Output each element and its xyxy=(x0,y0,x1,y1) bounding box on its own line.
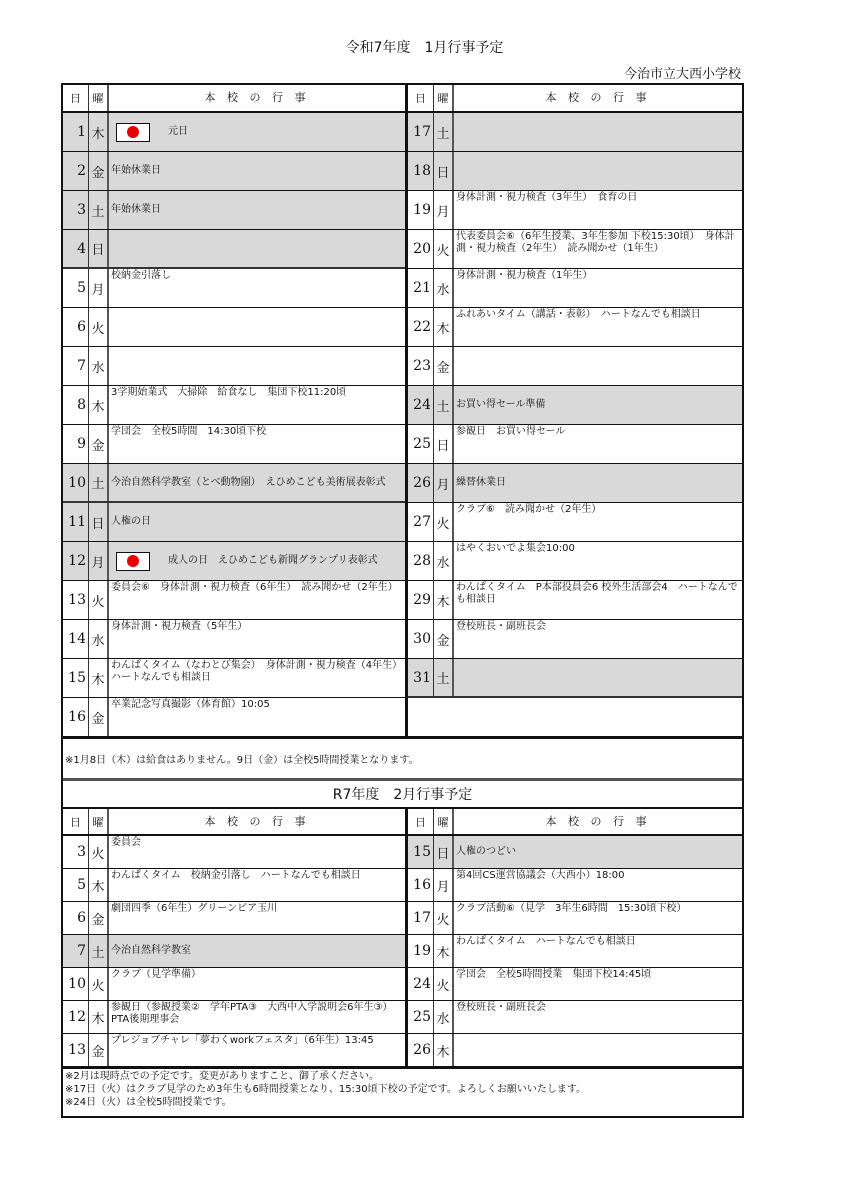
event-text: わんぱくタイム 校納金引落し ハートなんでも相談日 xyxy=(111,870,361,881)
table-row xyxy=(408,503,742,542)
event-cell xyxy=(454,935,742,967)
day-number: 24 xyxy=(408,968,434,1000)
day-number: 21 xyxy=(408,269,434,307)
day-of-week: 木 xyxy=(89,1001,109,1033)
event-cell xyxy=(109,836,405,868)
table-header xyxy=(408,809,742,836)
day-number: 28 xyxy=(408,542,434,580)
day-of-week: 日 xyxy=(434,836,454,868)
event-text: 参観日（参観授業② 学年PTA③ 大西中入学説明会6年生③） PTA後期理事会 xyxy=(111,1002,398,1025)
table-row xyxy=(408,308,742,347)
day-number: 14 xyxy=(63,620,89,658)
table-row xyxy=(63,869,405,902)
day-of-week: 月 xyxy=(89,542,109,580)
day-number: 5 xyxy=(63,269,89,307)
event-cell xyxy=(109,902,405,934)
day-of-week: 日 xyxy=(434,152,454,190)
february-table xyxy=(63,809,742,1067)
table-row xyxy=(408,230,742,269)
page-title: 令和7年度 1月行事予定 xyxy=(345,40,504,56)
header-event: 本 校 の 行 事 xyxy=(545,91,651,104)
day-of-week: 木 xyxy=(89,386,109,424)
january-note: ※1月8日（木）は給食はありません。9日（金）は全校5時間授業となります。 xyxy=(63,737,742,781)
day-of-week: 金 xyxy=(434,620,454,658)
japan-flag-icon xyxy=(116,123,150,142)
day-number: 19 xyxy=(408,191,434,229)
day-of-week: 金 xyxy=(89,902,109,934)
february-note: ※24日（火）は全校5時間授業です。 xyxy=(65,1097,232,1108)
event-text: 委員会⑥ 身体計測・視力検査（6年生） 読み聞かせ（2年生） xyxy=(111,582,398,593)
day-of-week: 金 xyxy=(89,152,109,190)
day-of-week: 火 xyxy=(89,968,109,1000)
day-number: 16 xyxy=(63,698,89,736)
event-text: 3学期始業式 大掃除 給食なし 集団下校11:20頃 xyxy=(111,387,347,398)
event-text: 身体計測・視力検査（1年生） xyxy=(456,270,593,281)
day-of-week: 土 xyxy=(434,113,454,151)
day-number: 6 xyxy=(63,902,89,934)
table-row xyxy=(408,386,742,425)
day-of-week: 月 xyxy=(89,269,109,307)
day-of-week: 金 xyxy=(434,347,454,385)
day-number: 12 xyxy=(63,1001,89,1033)
event-cell xyxy=(109,869,405,901)
table-row xyxy=(408,836,742,869)
table-row xyxy=(408,113,742,152)
table-row xyxy=(63,152,405,191)
day-number: 20 xyxy=(408,230,434,268)
table-row xyxy=(408,581,742,620)
table-row xyxy=(408,620,742,659)
day-number: 13 xyxy=(63,581,89,619)
day-number: 15 xyxy=(63,659,89,697)
school-name: 今治市立大西小学校 xyxy=(623,67,741,82)
event-text: 第4回CS運営協議会（大西小）18:00 xyxy=(456,870,625,881)
february-note: ※17日（火）はクラブ見学のため3年生も6時間授業となり、15:30頃下校の予定です。よろしくお願いいたします。 xyxy=(65,1084,587,1095)
table-row xyxy=(408,464,742,503)
event-cell xyxy=(454,620,742,658)
table-header xyxy=(63,809,405,836)
day-number: 19 xyxy=(408,935,434,967)
day-number: 25 xyxy=(408,425,434,463)
table-row xyxy=(63,269,405,308)
event-text: 卒業記念写真撮影（体育館）10:05 xyxy=(111,699,270,710)
day-number: 16 xyxy=(408,869,434,901)
event-text: プレジョブチャレ「夢わくworkフェスタ」（6年生）13:45 xyxy=(111,1035,374,1046)
table-row xyxy=(63,113,405,152)
table-row xyxy=(63,836,405,869)
event-cell xyxy=(109,698,405,736)
event-cell xyxy=(109,152,405,190)
day-of-week: 土 xyxy=(89,935,109,967)
event-cell xyxy=(454,836,742,868)
day-number: 17 xyxy=(408,113,434,151)
event-cell xyxy=(109,935,405,967)
event-text: 身体計測・視力検査（5年生） xyxy=(111,621,248,632)
day-of-week: 火 xyxy=(434,503,454,541)
event-cell xyxy=(454,425,742,463)
table-row xyxy=(408,152,742,191)
table-row xyxy=(63,230,405,269)
event-text: 学団会 全校5時間授業 集団下校14:45頃 xyxy=(456,969,652,980)
day-number: 12 xyxy=(63,542,89,580)
day-of-week: 土 xyxy=(434,659,454,696)
day-of-week: 土 xyxy=(434,386,454,424)
table-row xyxy=(63,1034,405,1067)
day-of-week: 木 xyxy=(434,1034,454,1066)
day-of-week: 日 xyxy=(89,503,109,541)
table-row xyxy=(63,425,405,464)
day-number: 23 xyxy=(408,347,434,385)
day-number: 26 xyxy=(408,464,434,502)
event-cell xyxy=(109,425,405,463)
event-cell xyxy=(454,230,742,268)
table-row xyxy=(408,425,742,464)
day-of-week: 木 xyxy=(434,581,454,619)
day-number: 11 xyxy=(63,503,89,541)
day-of-week: 水 xyxy=(434,1001,454,1033)
event-text: 元日 xyxy=(168,126,188,137)
day-of-week: 火 xyxy=(434,968,454,1000)
event-cell xyxy=(109,968,405,1000)
day-of-week: 金 xyxy=(89,425,109,463)
event-cell xyxy=(109,1034,405,1066)
event-text: ふれあいタイム（講話・表彰） ハートなんでも相談日 xyxy=(456,309,701,320)
header-dow: 曜 xyxy=(89,809,109,834)
event-cell xyxy=(454,503,742,541)
day-of-week: 火 xyxy=(434,230,454,268)
event-cell xyxy=(454,581,742,619)
day-of-week: 木 xyxy=(89,659,109,697)
day-number: 7 xyxy=(63,935,89,967)
table-row xyxy=(63,935,405,968)
event-text: 代表委員会⑥（6年生授業、3年生参加 下校15:30頃） 身体計測・視力検査（2年生） 読み聞かせ（1年生） xyxy=(456,231,735,254)
table-row xyxy=(408,542,742,581)
event-cell xyxy=(109,620,405,658)
event-text: 登校班長・副班長会 xyxy=(456,1002,546,1013)
header-event: 本 校 の 行 事 xyxy=(204,814,310,828)
event-cell xyxy=(109,191,405,229)
event-cell xyxy=(454,542,742,580)
day-number: 15 xyxy=(408,836,434,868)
day-number: 13 xyxy=(63,1034,89,1066)
day-number: 5 xyxy=(63,869,89,901)
event-cell xyxy=(454,191,742,229)
event-text: 今治自然科学教室 xyxy=(111,945,191,956)
table-row xyxy=(63,968,405,1001)
event-text: 校納金引落し xyxy=(111,270,171,281)
table-row xyxy=(63,581,405,620)
event-cell xyxy=(454,1001,742,1033)
event-cell xyxy=(454,308,742,346)
event-text: 委員会 xyxy=(111,837,141,848)
event-cell xyxy=(454,464,742,502)
event-text: わんぱくタイム P本部役員会6 校外生活部会4 ハートなんでも相談日 xyxy=(456,582,738,605)
table-row xyxy=(63,902,405,935)
table-header xyxy=(63,85,405,113)
table-row xyxy=(63,659,408,698)
day-number: 25 xyxy=(408,1001,434,1033)
february-left-column xyxy=(63,809,405,1067)
table-row xyxy=(63,1001,405,1034)
february-title: R7年度 2月行事予定 xyxy=(63,781,742,809)
day-of-week: 水 xyxy=(434,542,454,580)
event-cell xyxy=(454,869,742,901)
table-row xyxy=(408,347,742,386)
event-cell xyxy=(454,152,742,190)
empty-cell xyxy=(408,698,742,737)
table-row xyxy=(408,1034,742,1067)
event-text: 人権のつどい xyxy=(456,846,516,857)
table-row xyxy=(63,347,405,386)
event-text: 劇団四季（6年生）グリーンピア玉川 xyxy=(111,903,278,914)
february-notes xyxy=(63,1067,742,1116)
header-day: 日 xyxy=(408,809,434,834)
event-text: 身体計測・視力検査（3年生） 食育の日 xyxy=(456,192,638,203)
day-of-week: 木 xyxy=(434,935,454,967)
event-cell xyxy=(109,542,405,580)
schedule-sheet xyxy=(61,83,744,1118)
event-cell xyxy=(454,113,742,151)
day-of-week: 月 xyxy=(434,464,454,502)
event-cell xyxy=(109,659,408,697)
day-number: 8 xyxy=(63,386,89,424)
table-row xyxy=(63,386,405,425)
day-of-week: 土 xyxy=(89,191,109,229)
event-text: わんぱくタイム（なわとび集会） 身体計測・視力検査（4年生） ハートなんでも相談日 xyxy=(111,660,408,683)
day-number: 2 xyxy=(63,152,89,190)
event-cell xyxy=(454,1034,742,1066)
header-dow: 曜 xyxy=(434,85,454,111)
day-of-week: 火 xyxy=(89,308,109,346)
header-day: 日 xyxy=(63,809,89,834)
table-row xyxy=(408,659,742,698)
day-number: 26 xyxy=(408,1034,434,1066)
day-number: 31 xyxy=(408,659,434,696)
january-right-column xyxy=(405,85,742,737)
day-of-week: 月 xyxy=(434,191,454,229)
header-event: 本 校 の 行 事 xyxy=(545,814,651,828)
day-number: 10 xyxy=(63,464,89,501)
day-of-week: 日 xyxy=(434,425,454,463)
event-cell xyxy=(109,1001,405,1033)
day-of-week: 水 xyxy=(89,620,109,658)
event-text: わんぱくタイム ハートなんでも相談日 xyxy=(456,936,636,947)
day-number: 7 xyxy=(63,347,89,385)
event-text: 今治自然科学教室（とべ動物園） えひめこども美術展表彰式 xyxy=(111,476,386,488)
event-text: 登校班長・副班長会 xyxy=(456,621,546,632)
day-of-week: 金 xyxy=(89,1034,109,1066)
january-table xyxy=(63,85,742,737)
day-number: 30 xyxy=(408,620,434,658)
event-cell xyxy=(109,464,405,501)
event-text: 繰替休業日 xyxy=(456,477,506,488)
event-text: 学団会 全校5時間 14:30頃下校 xyxy=(111,426,267,437)
event-cell xyxy=(109,308,405,346)
day-of-week: 火 xyxy=(89,581,109,619)
day-of-week: 木 xyxy=(89,113,109,151)
event-text: 参観日 お買い得セール xyxy=(456,426,566,437)
event-text: 人権の日 xyxy=(111,516,151,527)
day-number: 22 xyxy=(408,308,434,346)
table-row xyxy=(63,191,405,230)
table-row xyxy=(63,542,405,581)
table-row xyxy=(408,269,742,308)
table-row xyxy=(408,1001,742,1034)
event-cell xyxy=(454,386,742,424)
event-text: お買い得セール準備 xyxy=(456,399,546,410)
table-row xyxy=(408,869,742,902)
event-cell xyxy=(454,347,742,385)
japan-flag-icon xyxy=(116,552,150,571)
day-number: 24 xyxy=(408,386,434,424)
table-row xyxy=(408,968,742,1001)
day-number: 18 xyxy=(408,152,434,190)
header-event: 本 校 の 行 事 xyxy=(204,91,310,104)
event-cell xyxy=(454,968,742,1000)
event-text: 年始休業日 xyxy=(111,204,161,215)
flag-sun-icon xyxy=(127,555,139,567)
event-cell xyxy=(454,659,742,696)
day-number: 3 xyxy=(63,191,89,229)
day-of-week: 水 xyxy=(434,269,454,307)
event-text: クラブ⑥ 読み聞かせ（2年生） xyxy=(456,504,602,515)
header-dow: 曜 xyxy=(89,85,109,111)
day-number: 4 xyxy=(63,230,89,267)
event-cell xyxy=(109,386,405,424)
header-day: 日 xyxy=(408,85,434,111)
event-cell xyxy=(109,581,405,619)
event-cell xyxy=(109,113,405,151)
event-text: クラブ活動⑥（見学 3年生6時間 15:30頃下校） xyxy=(456,903,687,914)
day-of-week: 金 xyxy=(89,698,109,736)
header-day: 日 xyxy=(63,85,89,111)
day-of-week: 火 xyxy=(89,836,109,868)
day-number: 10 xyxy=(63,968,89,1000)
day-of-week: 木 xyxy=(89,869,109,901)
day-number: 27 xyxy=(408,503,434,541)
event-text: 年始休業日 xyxy=(111,165,161,176)
event-text: はやくおいでよ集会10:00 xyxy=(456,543,575,554)
table-row xyxy=(63,698,405,737)
event-cell xyxy=(109,503,405,541)
day-number: 29 xyxy=(408,581,434,619)
table-row xyxy=(408,191,742,230)
table-row xyxy=(63,464,405,503)
table-row xyxy=(408,935,742,968)
day-of-week: 木 xyxy=(434,308,454,346)
day-number: 3 xyxy=(63,836,89,868)
table-row xyxy=(63,620,405,659)
event-cell xyxy=(454,269,742,307)
event-text: 成人の日 えひめこども新聞グランプリ表彰式 xyxy=(168,555,378,566)
table-header xyxy=(408,85,742,113)
day-number: 1 xyxy=(63,113,89,151)
january-left-column xyxy=(63,85,408,737)
table-row xyxy=(408,902,742,935)
february-note: ※2月は現時点での予定です。変更がありますこと、御了承ください。 xyxy=(65,1071,379,1082)
event-text: クラブ（見学準備） xyxy=(111,969,201,980)
day-of-week: 月 xyxy=(434,869,454,901)
flag-sun-icon xyxy=(127,126,139,138)
day-of-week: 日 xyxy=(89,230,109,267)
header-dow: 曜 xyxy=(434,809,454,834)
day-of-week: 土 xyxy=(89,464,109,501)
day-of-week: 水 xyxy=(89,347,109,385)
day-number: 17 xyxy=(408,902,434,934)
day-number: 9 xyxy=(63,425,89,463)
event-cell xyxy=(109,230,405,267)
february-right-column xyxy=(405,809,742,1067)
day-number: 6 xyxy=(63,308,89,346)
day-of-week: 火 xyxy=(434,902,454,934)
event-cell xyxy=(109,269,405,307)
table-row xyxy=(63,308,405,347)
table-row xyxy=(63,503,405,542)
event-cell xyxy=(109,347,405,385)
event-cell xyxy=(454,902,742,934)
